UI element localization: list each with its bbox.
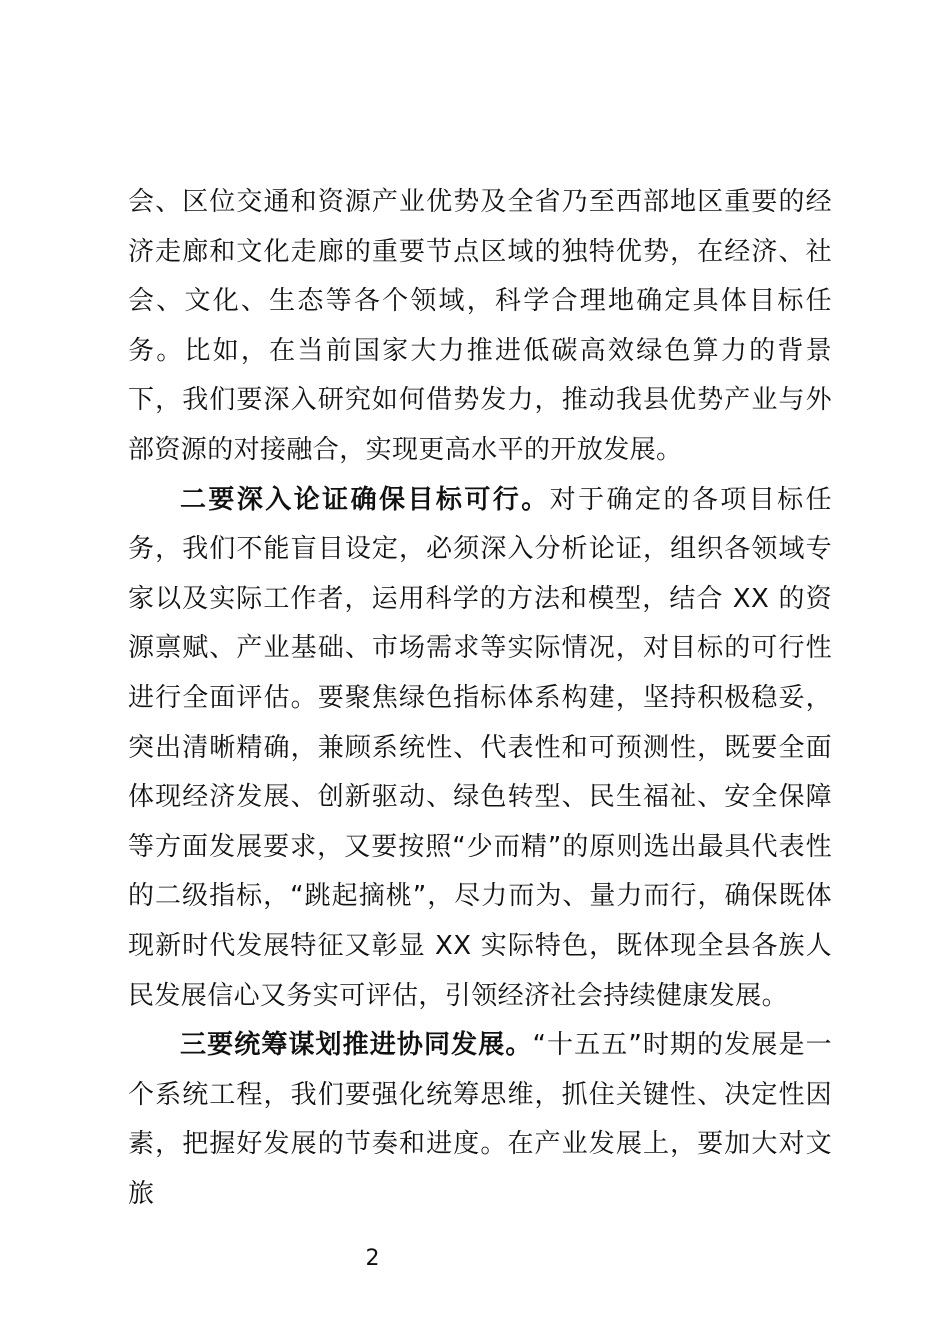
page-number: 2 [365,1246,380,1271]
paragraph-text: “十五五”时期的发展是一个系统工程，我们要强化统筹思维，抓住关键性、决定性因素，把握好发展的节奏和进度。在产业发展上，要加大对文旅 [128,1030,832,1209]
paragraph-point-two [128,476,832,1022]
paragraph-lead-heading: 二要深入论证确保目标可行。 [180,484,550,515]
paragraph-continuation [128,178,832,476]
paragraph-text: 对于确定的各项目标任务，我们不能盲目设定，必须深入分析论证，组织各领域专家以及实际工作者，运用科学的方法和模型，结合 XX 的资源禀赋、产业基础、市场需求等实际情况，对目标的可行性进行全面评估。要聚焦绿色指标体系构建，坚持积极稳妥，突出清晰精确，兼顾系统性、代表性和可预测性，既要全面体现经济发展、创新驱动、绿色转型、民生福祉、安全保障等方面发展要求，又要按照“少而精”的原则选出最具代表性的二级指标，“跳起摘桃”，尽力而为、量力而行，确保既体现新时代发展特征又彰显 XX 实际特色，既体现全县各族人民发展信心又务实可评估，引领经济社会持续健康发展。 [128,484,832,1011]
paragraph-point-three [128,1021,832,1219]
paragraph-text: 会、区位交通和资源产业优势及全省乃至西部地区重要的经济走廊和文化走廊的重要节点区域的独特优势，在经济、社会、文化、生态等各个领域，科学合理地确定具体目标任务。比如，在当前国家大力推进低碳高效绿色算力的背景下，我们要深入研究如何借势发力，推动我县优势产业与外部资源的对接融合，实现更高水平的开放发展。 [128,187,832,465]
document-body [128,178,832,1219]
paragraph-lead-heading: 三要统筹谋划推进协同发展。 [180,1030,533,1061]
